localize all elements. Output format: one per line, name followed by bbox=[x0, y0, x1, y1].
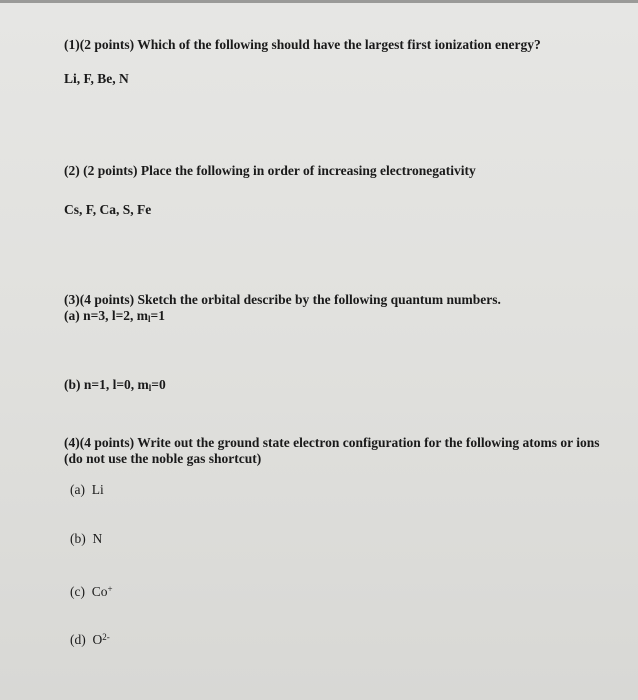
question-1-prompt bbox=[64, 37, 541, 53]
question-4c-label: (c) bbox=[70, 584, 85, 599]
question-3-prompt bbox=[64, 292, 501, 308]
question-3a-n: n=3, bbox=[83, 308, 109, 323]
question-4c-species-wrap bbox=[92, 584, 113, 599]
question-1-options: Li, F, Be, N bbox=[64, 71, 129, 86]
question-4c-charge: + bbox=[107, 584, 113, 594]
question-2-prompt bbox=[64, 163, 476, 179]
question-2-text: Place the following in order of increasing electronegativity bbox=[140, 163, 476, 178]
question-4c-species: Co bbox=[91, 584, 108, 599]
question-1-number: (1) bbox=[64, 37, 80, 52]
question-4d-species: O bbox=[92, 632, 103, 647]
question-2-number: (2) bbox=[64, 163, 80, 178]
question-3a-ml: $m_l=1$ bbox=[136, 308, 165, 324]
question-4d-species-wrap bbox=[93, 632, 110, 647]
question-4a-species: Li bbox=[91, 482, 104, 497]
question-4b bbox=[70, 531, 102, 547]
question-4a-label: (a) bbox=[70, 482, 85, 497]
question-4-number: (4) bbox=[64, 435, 80, 450]
question-3b-label: (b) bbox=[64, 377, 81, 392]
question-1-points: (2 points) bbox=[79, 37, 135, 52]
question-4d-label: (d) bbox=[70, 632, 86, 647]
question-4-text-line1: Write out the ground state electron configuration for the following atoms or ions bbox=[137, 435, 600, 450]
question-4a bbox=[70, 482, 104, 498]
question-4c bbox=[70, 581, 113, 600]
question-4b-label: (b) bbox=[70, 531, 86, 546]
question-4b-species: N bbox=[92, 531, 103, 546]
question-3b bbox=[64, 377, 166, 396]
page-top-edge bbox=[0, 0, 638, 3]
question-4d bbox=[70, 629, 110, 648]
question-3a-l: l=2, bbox=[111, 308, 134, 323]
question-3b-n: n=1, bbox=[83, 377, 110, 392]
question-4d-charge: 2- bbox=[102, 632, 110, 642]
question-2-points: (2 points) bbox=[83, 163, 138, 178]
question-3a-label: (a) bbox=[64, 308, 80, 323]
question-4-text-line2: (do not use the noble gas shortcut) bbox=[64, 451, 262, 466]
question-3-text: Sketch the orbital describe by the following quantum numbers. bbox=[137, 292, 501, 307]
question-2-options: Cs, F, Ca, S, Fe bbox=[64, 202, 152, 217]
question-4-prompt bbox=[64, 435, 600, 451]
question-3b-ml: $m_l=0$ bbox=[137, 377, 166, 393]
question-3-points: (4 points) bbox=[79, 292, 135, 307]
question-3a bbox=[64, 308, 165, 327]
question-1-text: Which of the following should have the largest first ionization energy? bbox=[137, 37, 541, 52]
question-4-points: (4 points) bbox=[79, 435, 135, 450]
question-3b-l: l=0, bbox=[112, 377, 135, 392]
question-3-number: (3) bbox=[64, 292, 80, 307]
